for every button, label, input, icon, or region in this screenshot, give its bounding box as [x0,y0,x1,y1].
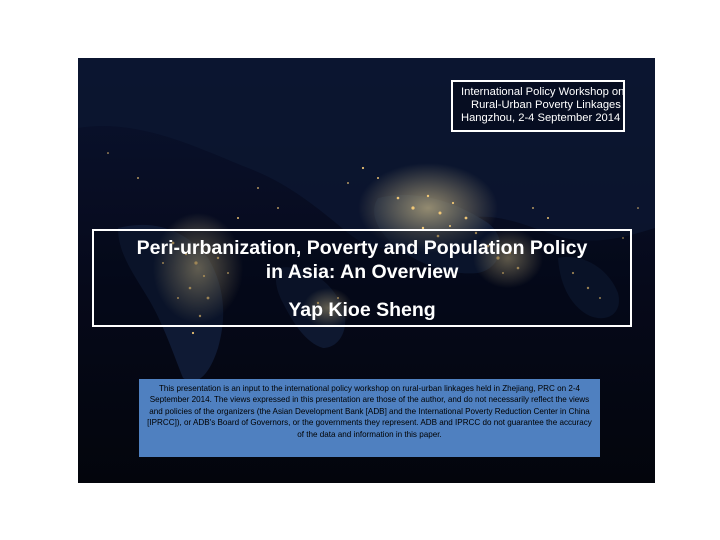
workshop-info-box [451,80,625,132]
presentation-title-box [92,229,632,327]
presentation-title-line-1: Peri-urbanization, Poverty and Population Policy [136,237,588,259]
workshop-title: International Policy Workshop on [461,86,625,98]
workshop-subtitle: Rural-Urban Poverty Linkages [471,99,621,111]
slide [78,58,655,483]
workshop-location-date: Hangzhou, 2-4 September 2014 [461,112,621,124]
disclaimer-box [139,379,600,457]
disclaimer-text: This presentation is an input to the international policy workshop on rural-urban linkages held in Zhejiang, PRC on 2-4 September 2014. The views expressed in this presentation are those of the author, and do not necessarily reflect the views and policies of the organizers (the Asian Development Bank [ADB] and the International Poverty Reduction Center in China [IPRCC]), or ADB's Board of Governors, or the governments they represent. ADB and IPRCC do not guarantee the accuracy of the data and information in this paper. [147,384,592,439]
author-name: Yap Kioe Sheng [288,299,436,321]
presentation-title-line-2: in Asia: An Overview [265,261,459,283]
